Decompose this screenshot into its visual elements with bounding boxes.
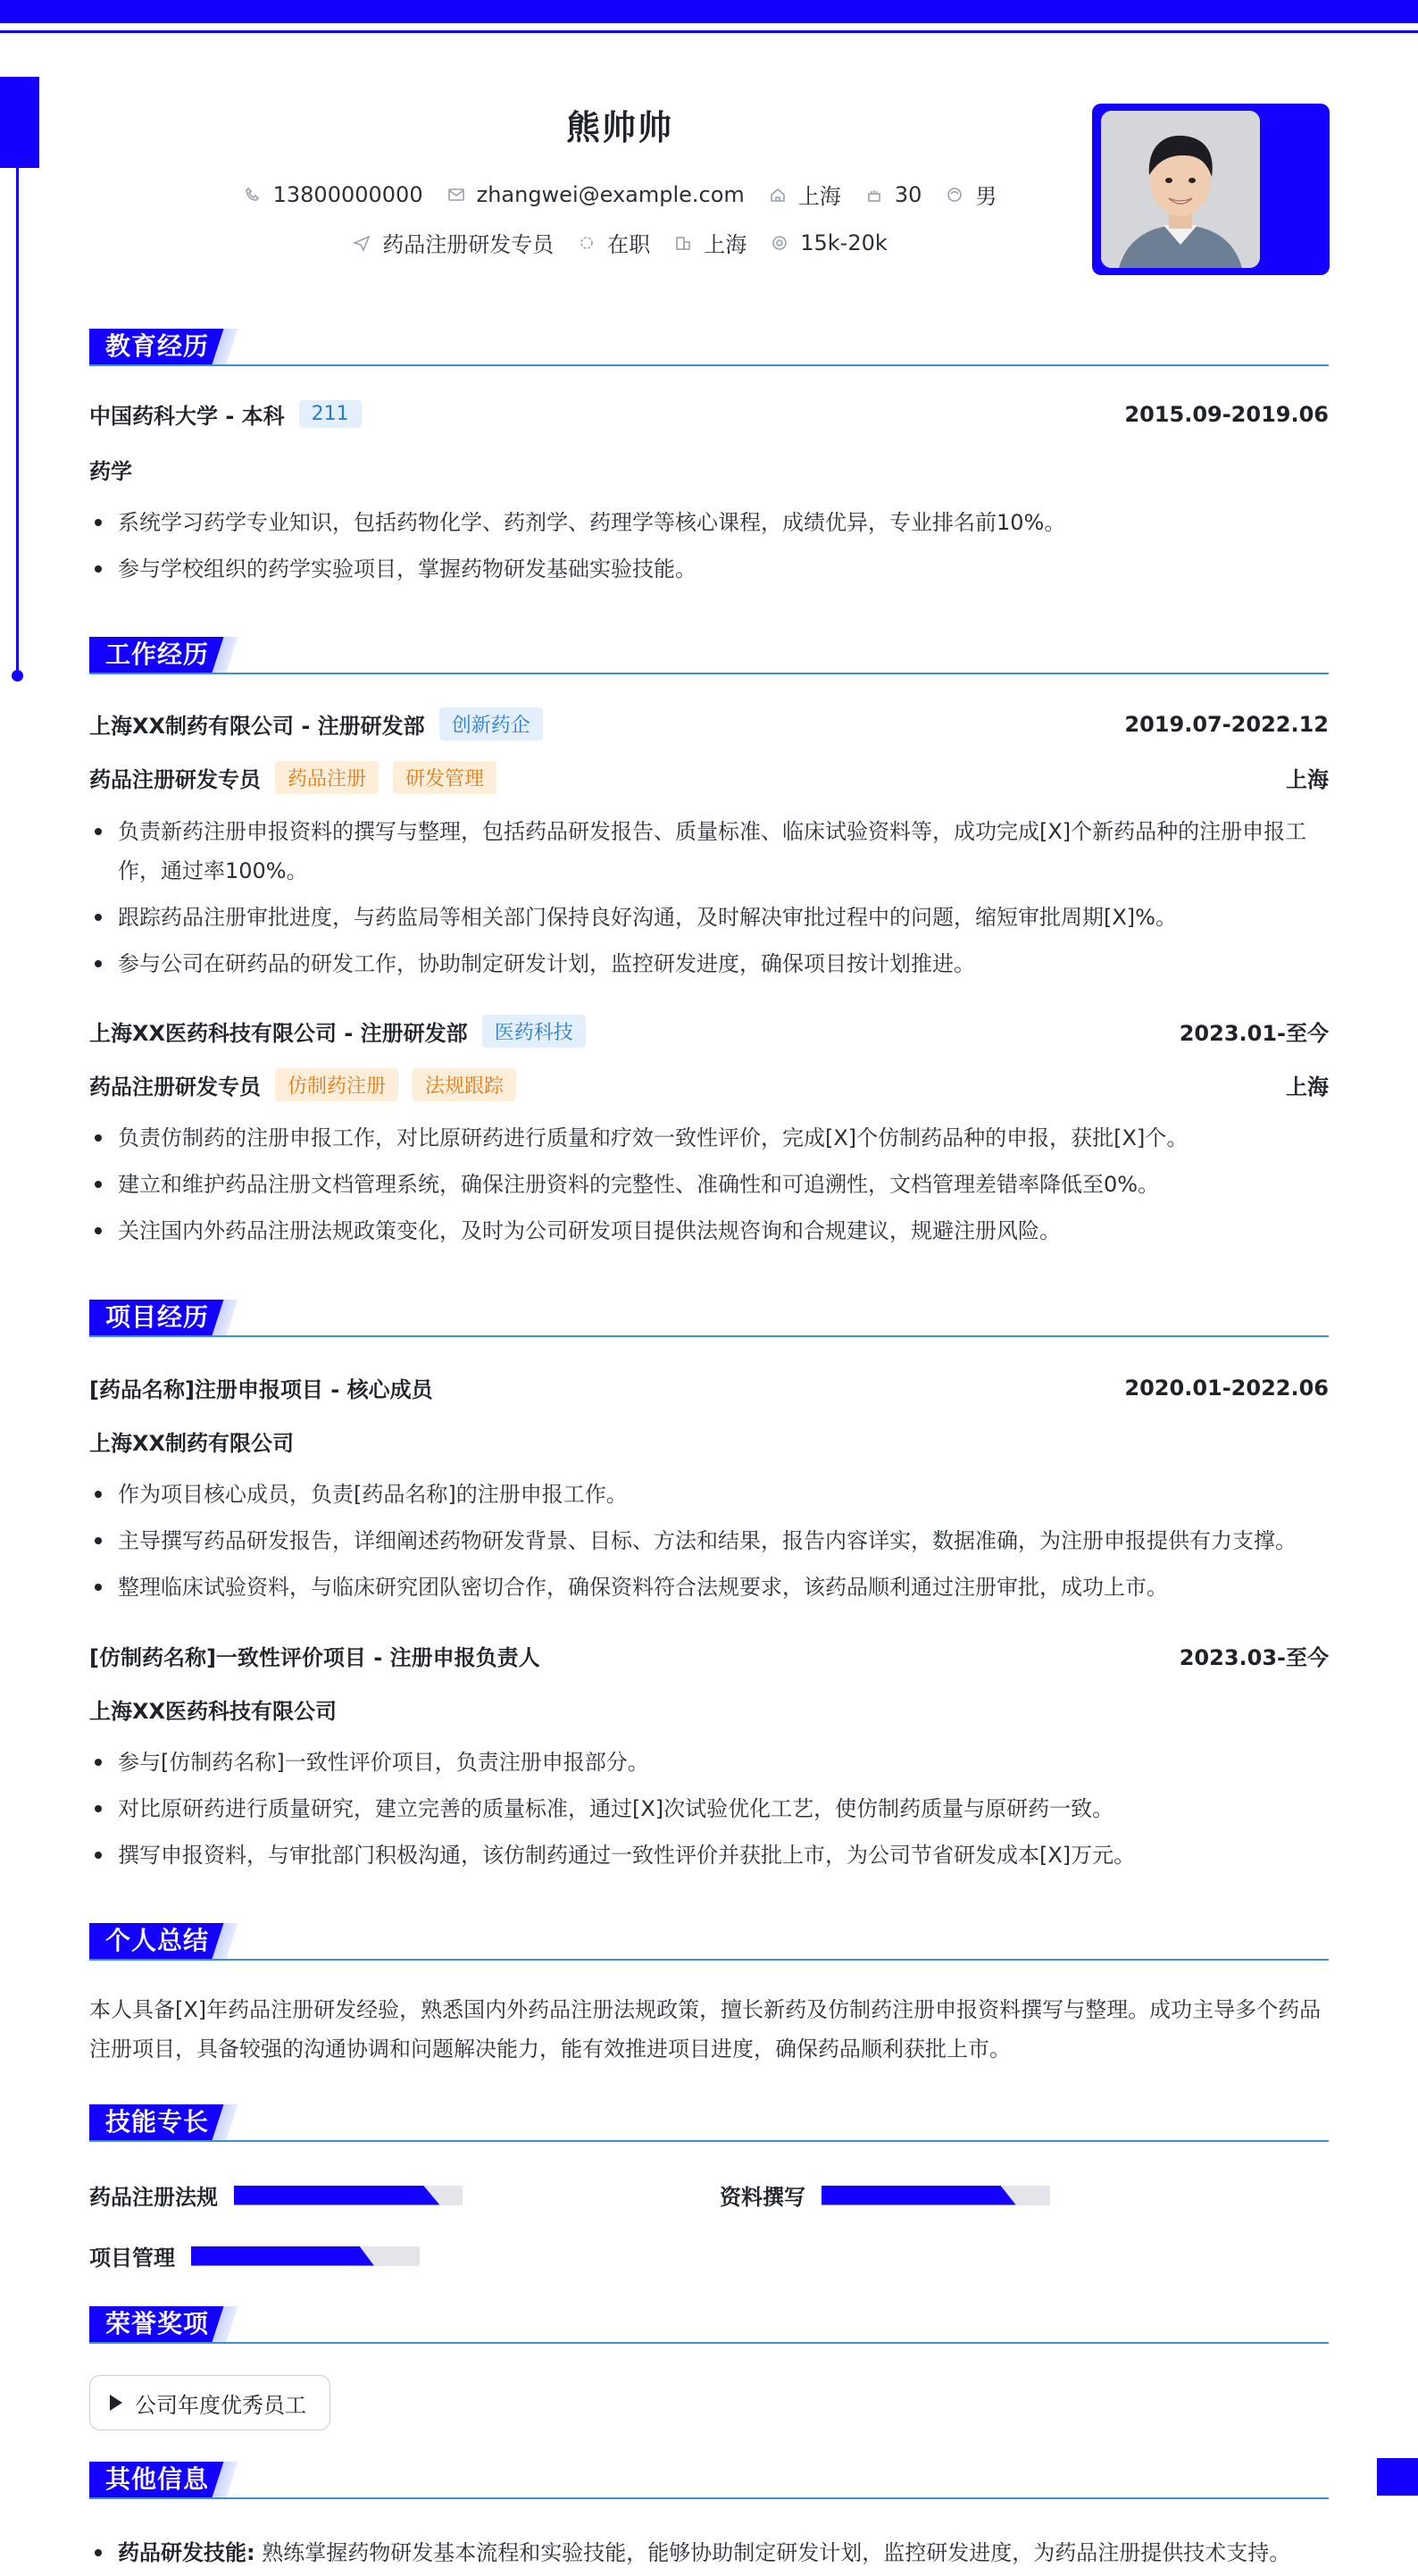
section-rule <box>89 1335 1329 1337</box>
project-org-row <box>89 1426 1329 1457</box>
list-item: 负责新药注册申报资料的撰写与整理，包括药品研发报告、质量标准、临床试验资料等，成功完成[X]个新药品种的注册申报工作，通过率100%。 <box>89 812 1329 891</box>
job-row <box>89 1015 1329 1048</box>
section-rule <box>89 1959 1329 1961</box>
list-item: 对比原研药进行质量研究，建立完善的质量标准，通过[X]次试验优化工艺，使仿制药质量与原研药一致。 <box>89 1789 1329 1828</box>
company-name: 上海XX医药科技有限公司 - 注册研发部 <box>89 1021 468 1046</box>
section-rule <box>89 2140 1329 2142</box>
role-row <box>89 761 1329 794</box>
skill-item <box>720 2179 1050 2211</box>
other-section <box>89 2462 1329 2499</box>
project-org-row <box>89 1694 1329 1725</box>
phone-item <box>243 182 423 207</box>
other-bullets <box>89 2533 1329 2576</box>
skill-bar-fill <box>191 2246 374 2266</box>
play-icon <box>110 2395 122 2411</box>
section-title: 工作经历 <box>89 637 225 673</box>
age-text: 30 <box>894 181 922 207</box>
list-item: 作为项目核心成员，负责[药品名称]的注册申报工作。 <box>89 1475 1329 1514</box>
age-icon <box>864 185 884 205</box>
school-name: 中国药科大学 - 本科 <box>89 404 285 429</box>
intent-row <box>89 227 1150 258</box>
target-city-item <box>673 227 747 258</box>
salary-text: 15k-20k <box>800 230 888 255</box>
role-name: 药品注册研发专员 <box>89 1075 261 1100</box>
role-name: 药品注册研发专员 <box>89 767 261 792</box>
project-date: 2020.01-2022.06 <box>1124 1375 1329 1401</box>
section-title: 其他信息 <box>89 2462 225 2497</box>
skills-section <box>89 2104 1329 2142</box>
education-bullets <box>89 503 1329 596</box>
photo-frame <box>1092 104 1330 275</box>
list-item: 整理临床试验资料，与临床研究团队密切合作，确保资料符合法规要求，该药品顺利通过注册审批，成功上市。 <box>89 1568 1329 1607</box>
award-name: 公司年度优秀员工 <box>135 2392 306 2418</box>
summary-text: 本人具备[X]年药品注册研发经验，熟悉国内外药品注册法规政策，擅长新药及仿制药注册申报资料撰写与整理。成功主导多个药品注册项目，具备较强的沟通协调和问题解决能力，能有效推进项目进度，确保药品顺利获批上市。 <box>89 1997 1322 2062</box>
project-date: 2023.03-至今 <box>1179 1645 1329 1670</box>
gender-item <box>945 179 997 210</box>
other-text: 熟练掌握药物研发基本流程和实验技能，能够协助制定研发计划，监控研发进度，为药品注册提供技术支持。 <box>262 2540 1291 2565</box>
education-row <box>89 398 1329 430</box>
major-row <box>89 454 1329 485</box>
list-item: 参与公司在研药品的研发工作，协助制定研发计划，监控研发进度，确保项目按计划推进。 <box>89 944 1329 983</box>
work-header <box>89 637 1329 674</box>
section-rule <box>89 2342 1329 2344</box>
send-icon <box>352 233 371 253</box>
right-accent-block <box>1377 2458 1418 2496</box>
skill-tag: 法规跟踪 <box>413 1068 516 1101</box>
summary-header <box>89 1923 1329 1961</box>
projects-section <box>89 1300 1329 1337</box>
company-name: 上海XX制药有限公司 - 注册研发部 <box>89 714 425 739</box>
skill-bar-fill <box>822 2186 1016 2205</box>
list-item: 撰写申报资料，与审批部门积极沟通，该仿制药通过一致性评价并获批上市，为公司节省研发成本[X]万元。 <box>89 1836 1329 1875</box>
job-date: 2023.01-至今 <box>1179 1021 1329 1046</box>
skill-tag: 研发管理 <box>393 761 496 794</box>
job-bullets <box>89 1118 1329 1258</box>
job-bullets <box>89 812 1329 991</box>
gender-icon <box>945 185 964 205</box>
age-item <box>864 182 922 207</box>
list-item: 负责仿制药的注册申报工作，对比原研药进行质量和疗效一致性评价，完成[X]个仿制药品种的申报，获批[X]个。 <box>89 1118 1329 1158</box>
awards-header <box>89 2306 1329 2344</box>
education-header <box>89 329 1329 366</box>
project-org: 上海XX医药科技有限公司 <box>89 1699 338 1724</box>
section-title: 项目经历 <box>89 1300 225 1335</box>
position-text: 药品注册研发专员 <box>382 232 555 257</box>
home-icon <box>768 185 788 205</box>
skill-tag: 药品注册 <box>275 761 379 794</box>
avatar <box>1101 111 1260 268</box>
section-title: 技能专长 <box>89 2104 225 2140</box>
project-bullets <box>89 1743 1329 1882</box>
status-item <box>577 227 650 258</box>
education-section <box>89 329 1329 366</box>
email-text: zhangwei@example.com <box>476 181 745 207</box>
award-chip <box>89 2375 330 2430</box>
job-date: 2019.07-2022.12 <box>1124 711 1329 737</box>
project-name: [仿制药名称]一致性评价项目 - 注册申报负责人 <box>89 1645 540 1670</box>
position-item <box>352 227 554 258</box>
list-item: 主导撰写药品研发报告，详细阐述药物研发背景、目标、方法和结果，报告内容详实，数据准确，为注册申报提供有力支撑。 <box>89 1521 1329 1560</box>
building-icon <box>673 233 693 253</box>
list-item <box>89 2533 1329 2572</box>
gender-text: 男 <box>975 184 997 209</box>
project-name: [药品名称]注册申报项目 - 核心成员 <box>89 1377 433 1402</box>
project-row <box>89 1372 1329 1403</box>
left-accent-block <box>0 77 39 168</box>
phone-icon <box>243 185 263 205</box>
job-city: 上海 <box>1286 767 1329 792</box>
list-item: 参与[仿制药名称]一致性评价项目，负责注册申报部分。 <box>89 1743 1329 1782</box>
email-item <box>446 182 745 207</box>
target-city-text: 上海 <box>704 232 747 257</box>
top-accent-line <box>0 30 1418 33</box>
role-row <box>89 1068 1329 1101</box>
work-section <box>89 637 1329 674</box>
status-icon <box>577 233 596 253</box>
other-label: 药品研发技能: <box>118 2540 255 2565</box>
skill-item <box>89 2179 463 2211</box>
skill-bar <box>191 2246 420 2266</box>
skill-tag: 仿制药注册 <box>275 1068 398 1101</box>
salary-item <box>770 230 888 255</box>
section-rule <box>89 2497 1329 2499</box>
money-icon <box>770 233 789 253</box>
left-accent-dot <box>12 670 23 682</box>
school-tag: 211 <box>299 400 362 428</box>
list-item: 关注国内外药品注册法规政策变化，及时为公司研发项目提供法规咨询和合规建议，规避注册风险。 <box>89 1211 1329 1250</box>
project-org: 上海XX制药有限公司 <box>89 1431 295 1456</box>
company-tag: 医药科技 <box>482 1015 586 1048</box>
section-title: 教育经历 <box>89 329 225 364</box>
section-title: 个人总结 <box>89 1923 225 1959</box>
phone-text: 13800000000 <box>272 181 423 207</box>
major-name: 药学 <box>89 459 132 484</box>
skill-bar-fill <box>234 2186 439 2205</box>
job-city: 上海 <box>1286 1075 1329 1100</box>
other-header <box>89 2462 1329 2499</box>
status-text: 在职 <box>607 232 651 257</box>
education-date: 2015.09-2019.06 <box>1124 401 1329 427</box>
location-item <box>768 179 841 210</box>
projects-header <box>89 1300 1329 1337</box>
company-tag: 创新药企 <box>439 707 543 740</box>
contact-row <box>89 179 1150 210</box>
section-rule <box>89 673 1329 674</box>
mail-icon <box>446 185 466 205</box>
left-accent-line <box>16 168 19 677</box>
list-item: 跟踪药品注册审批进度，与药监局等相关部门保持良好沟通，及时解决审批过程中的问题，缩短审批周期[X]%。 <box>89 898 1329 937</box>
job-row <box>89 707 1329 740</box>
skill-bar <box>822 2186 1050 2205</box>
list-item: 参与学校组织的药学实验项目，掌握药物研发基础实验技能。 <box>89 549 1329 589</box>
summary-section <box>89 1923 1329 1961</box>
skill-name: 项目管理 <box>89 2246 175 2271</box>
skill-name: 资料撰写 <box>720 2185 805 2210</box>
project-bullets <box>89 1475 1329 1614</box>
candidate-name: 熊帅帅 <box>565 108 673 147</box>
project-row <box>89 1640 1329 1671</box>
list-item: 建立和维护药品注册文档管理系统，确保注册资料的完整性、准确性和可追溯性，文档管理差错率降低至0%。 <box>89 1165 1329 1204</box>
location-text: 上海 <box>797 184 841 209</box>
section-title: 荣誉奖项 <box>89 2306 225 2342</box>
skill-name: 药品注册法规 <box>89 2185 218 2210</box>
awards-section <box>89 2306 1329 2344</box>
skill-bar <box>234 2186 463 2205</box>
skills-header <box>89 2104 1329 2142</box>
section-rule <box>89 364 1329 366</box>
skill-item <box>89 2240 420 2271</box>
list-item: 系统学习药学专业知识，包括药物化学、药剂学、药理学等核心课程，成绩优异，专业排名前10%。 <box>89 503 1329 542</box>
top-accent-bar <box>0 0 1418 23</box>
